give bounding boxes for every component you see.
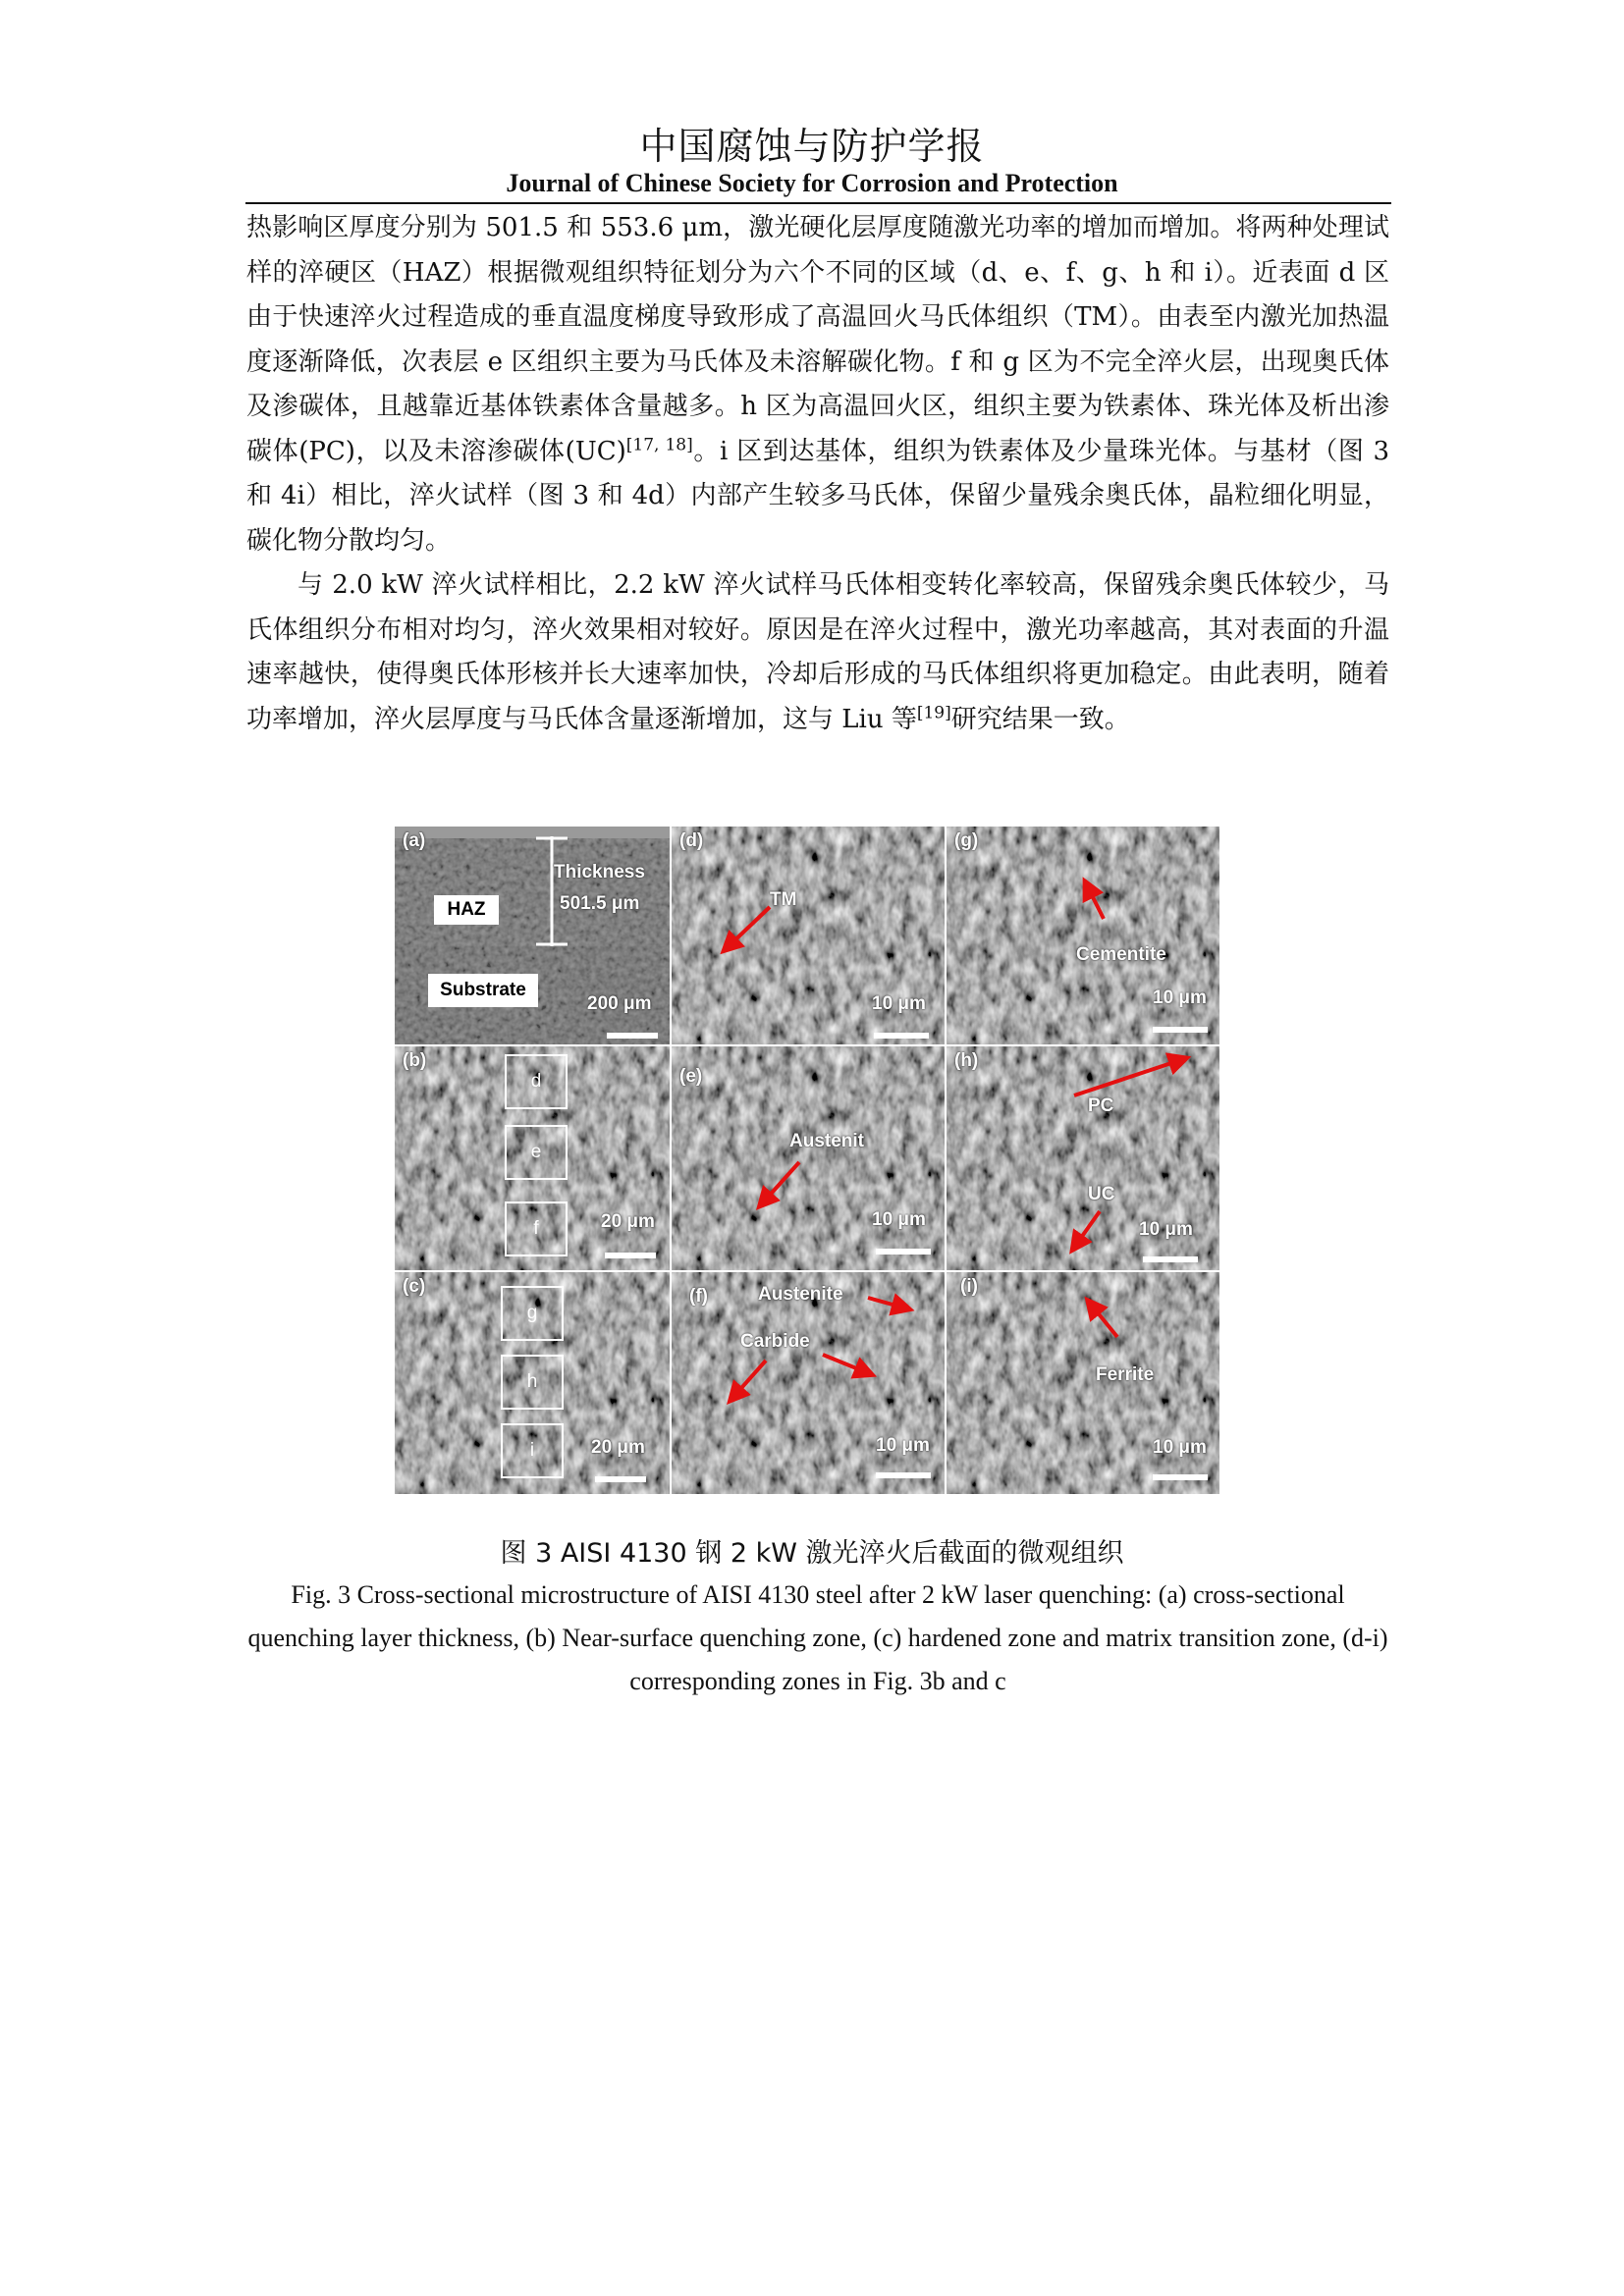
panel-g-scale-label: 10 μm [1153,988,1207,1008]
panel-f-scale-label: 10 μm [876,1435,930,1456]
paragraph-1-text-b: 。i 区到达基体，组织为铁素体及少量珠光体。与基材（图 3 和 4i）相比，淬火试样（图 3 和 4d）内部产生较多马氏体，保留少量残余奥氏体，晶粒细化明显，碳化物分散均匀。 [246,436,1389,556]
arrow-uc [1064,1203,1123,1262]
zone-box-f: f [505,1201,568,1256]
panel-i-scale-bar [1153,1474,1208,1480]
panel-g-micrograph [947,827,1219,1044]
paragraph-1 [246,206,1389,563]
figure-caption-en: Fig. 3 Cross-sectional microstructure of AISI 4130 steel after 2 kW laser quenching: (a) cross-sectional quenching layer thickness, (b) Near-surface quenching zone, (c) hardened zone and matrix transition zone, (d-i) corresponding zones in Fig. 3b and c [247,1580,1388,1695]
panel-e [672,1046,945,1270]
panel-b [395,1046,670,1270]
panel-i [947,1272,1219,1494]
panel-e-scale-label: 10 μm [872,1209,926,1230]
panel-h-scale-bar [1143,1256,1198,1262]
arrow-tm [711,895,809,974]
arrow-pc [1064,1050,1202,1109]
panel-c [395,1272,670,1494]
thickness-label: Thickness [554,862,645,882]
journal-title-en: Journal of Chinese Society for Corrosion and Protection [506,169,1118,197]
arrow-cementite [1074,874,1133,933]
paragraph-2 [246,563,1389,742]
citation-17-18[interactable]: [17, 18] [625,434,693,454]
panel-d-scale-label: 10 μm [872,993,926,1014]
panel-h-scale-label: 10 μm [1139,1219,1193,1240]
panel-f-scale-bar [876,1472,931,1478]
panel-a [395,827,670,1044]
arrow-austenit [750,1148,829,1227]
zone-box-e: e [505,1125,568,1180]
arrow-ferrite [1082,1294,1141,1353]
panel-h [947,1046,1219,1270]
panel-d [672,827,945,1044]
journal-title-cn: 中国腐蚀与防护学报 [639,125,985,168]
citation-19[interactable]: [19] [916,702,951,722]
panel-d-label: (d) [679,830,704,851]
panel-e-label: (e) [679,1066,703,1087]
substrate-label: Substrate [428,974,538,1007]
panel-a-scale-label: 200 μm [587,993,652,1014]
panel-c-scale-label: 20 μm [591,1437,645,1458]
panel-g [947,827,1219,1044]
header-rule [245,202,1391,204]
arrow-carbide-left [721,1351,789,1410]
paragraph-2-text-b: 研究结果一致。 [950,704,1130,734]
panel-h-label: (h) [954,1050,979,1071]
panel-f-label: (f) [689,1286,708,1307]
annotation-cementite: Cementite [1076,944,1166,965]
panel-g-label: (g) [954,830,979,851]
figure-caption-cn: 图 3 AISI 4130 钢 2 kW 激光淬火后截面的微观组织 [500,1538,1124,1569]
panel-c-scale-bar [595,1476,646,1482]
annotation-austenite: Austenite [758,1284,843,1305]
zone-box-i: i [501,1423,564,1478]
figure-3 [395,827,1219,1502]
zone-box-d: d [505,1054,568,1109]
annotation-pc: PC [1088,1095,1114,1116]
panel-c-label: (c) [403,1276,426,1297]
panel-b-scale-label: 20 μm [601,1211,655,1232]
annotation-austenit: Austenit [789,1131,864,1151]
panel-g-scale-bar [1153,1027,1208,1033]
panel-a-scale-bar [607,1033,658,1039]
annotation-uc: UC [1088,1184,1115,1204]
zone-box-g: g [501,1286,564,1341]
body-text [246,206,1389,742]
paragraph-2-text-a: 与 2.0 kW 淬火试样相比，2.2 kW 淬火试样马氏体相变转化率较高，保留残余奥氏体较少，马氏体组织分布相对均匀，淬火效果相对较好。原因是在淬火过程中，激光功率越高，其对表面的升温速率越快，使得奥氏体形核并长大速率加快，冷却后形成的马氏体组织将更加稳定。由此表明，随着功率增加，淬火层厚度与马氏体含量逐渐增加，这与 Liu 等 [246,570,1389,734]
thickness-value: 501.5 μm [560,893,640,914]
panel-b-scale-bar [605,1253,656,1258]
haz-label: HAZ [434,895,499,925]
panel-d-scale-bar [874,1033,929,1039]
arrow-austenite [864,1290,923,1319]
zone-box-h: h [501,1355,564,1410]
arrow-carbide-right [815,1349,893,1388]
panel-f [672,1272,945,1494]
panel-e-scale-bar [876,1249,931,1255]
annotation-tm: TM [770,889,797,910]
paragraph-1-text-a: 热影响区厚度分别为 501.5 和 553.6 μm，激光硬化层厚度随激光功率的增加而增加。将两种处理试样的淬硬区（HAZ）根据微观组织特征划分为六个不同的区域（d、e、f、g、h 和 i）。近表面 d 区由于快速淬火过程造成的垂直温度梯度导致形成了高温回火马氏体组织（TM）。由表至内激光加热温度逐渐降低，次表层 e 区组织主要为马氏体及未溶解碳化物。f 和 g 区为不完全淬火层，出现奥氏体及渗碳体，且越靠近基体铁素体含量越多。h 区为高温回火区，组织主要为铁素体、珠光体及析出渗碳体(PC)，以及未溶渗碳体(UC) [246,213,1389,466]
annotation-carbide: Carbide [740,1331,810,1352]
annotation-ferrite: Ferrite [1096,1364,1155,1385]
panel-b-label: (b) [403,1050,427,1071]
panel-a-label: (a) [403,830,426,851]
panel-i-scale-label: 10 μm [1153,1437,1207,1458]
panel-i-label: (i) [960,1276,978,1297]
